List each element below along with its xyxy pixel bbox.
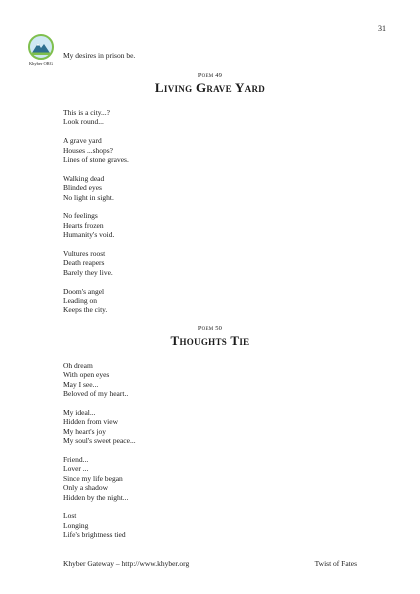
poem-line: Beloved of my heart..	[63, 389, 129, 399]
poem-line: Only a shadow	[63, 483, 108, 493]
poem-line: Lover ...	[63, 464, 89, 474]
khyber-logo	[26, 34, 56, 66]
stanza	[63, 108, 357, 127]
poem-body	[63, 108, 357, 315]
page-number: 31	[378, 24, 386, 33]
poem-line: Lost	[63, 511, 77, 521]
poem-line: No feelings	[63, 211, 98, 221]
stanza	[63, 136, 357, 164]
stanza	[63, 174, 357, 202]
poem-number: Poem 49	[197, 72, 223, 79]
poem-line: Death reapers	[63, 258, 105, 268]
stanza	[63, 408, 357, 446]
poem-line: Vultures roost	[63, 249, 106, 259]
poem-line: Life's brightness tied	[63, 530, 126, 540]
poem-line: Leading on	[63, 296, 97, 306]
poem-line: Blinded eyes	[63, 183, 102, 193]
mountain-logo-icon	[28, 34, 54, 60]
poem-title: Living Grave Yard	[154, 80, 266, 95]
stanza	[63, 455, 357, 502]
poem-line: Since my life began	[63, 473, 123, 483]
poem-line: No light in sight.	[63, 192, 114, 202]
stanza	[63, 287, 357, 315]
poem-line: My ideal...	[63, 408, 96, 418]
poem-line: My heart's joy	[63, 426, 107, 436]
logo-text: Khyber ORG	[28, 61, 54, 66]
poem-line: With open eyes	[63, 370, 110, 380]
poem-line: Oh dream	[63, 361, 93, 370]
poem-line: Doom's angel	[63, 286, 105, 296]
poem-line: Hidden by the night...	[63, 492, 129, 502]
poem-line: Keeps the city.	[63, 305, 108, 315]
footer-book-title: Twist of Fates	[314, 559, 357, 568]
poem-number: Poem 50	[197, 325, 223, 332]
poem-line: May I see...	[63, 379, 99, 389]
poem-line: This is a city...?	[63, 108, 111, 117]
previous-poem-last-line: My desires in prison be.	[63, 51, 136, 60]
poem-line: Barely they live.	[63, 267, 113, 277]
poem-line: Look round...	[63, 117, 104, 127]
poem-line: Longing	[63, 520, 89, 530]
poem-line: My soul's sweet peace...	[63, 436, 136, 446]
poem-title: Thoughts Tie	[170, 333, 250, 348]
poem-line: Humanity's void.	[63, 230, 115, 240]
footer-site-link[interactable]: Khyber Gateway – http://www.khyber.org	[63, 559, 190, 568]
poem-line: A grave yard	[63, 136, 102, 146]
stanza	[63, 211, 357, 239]
poem-line: Lines of stone graves.	[63, 155, 129, 165]
poem-line: Hidden from view	[63, 417, 118, 427]
stanza	[63, 249, 357, 277]
poem-line: Walking dead	[63, 173, 105, 183]
poem-50	[63, 325, 357, 540]
poem-body	[63, 361, 357, 540]
poem-line: Friend...	[63, 455, 89, 465]
stanza	[63, 511, 357, 539]
poem-line: Hearts frozen	[63, 220, 104, 230]
poem-49	[63, 72, 357, 315]
poem-line: Houses ...shops?	[63, 145, 113, 155]
stanza	[63, 361, 357, 399]
